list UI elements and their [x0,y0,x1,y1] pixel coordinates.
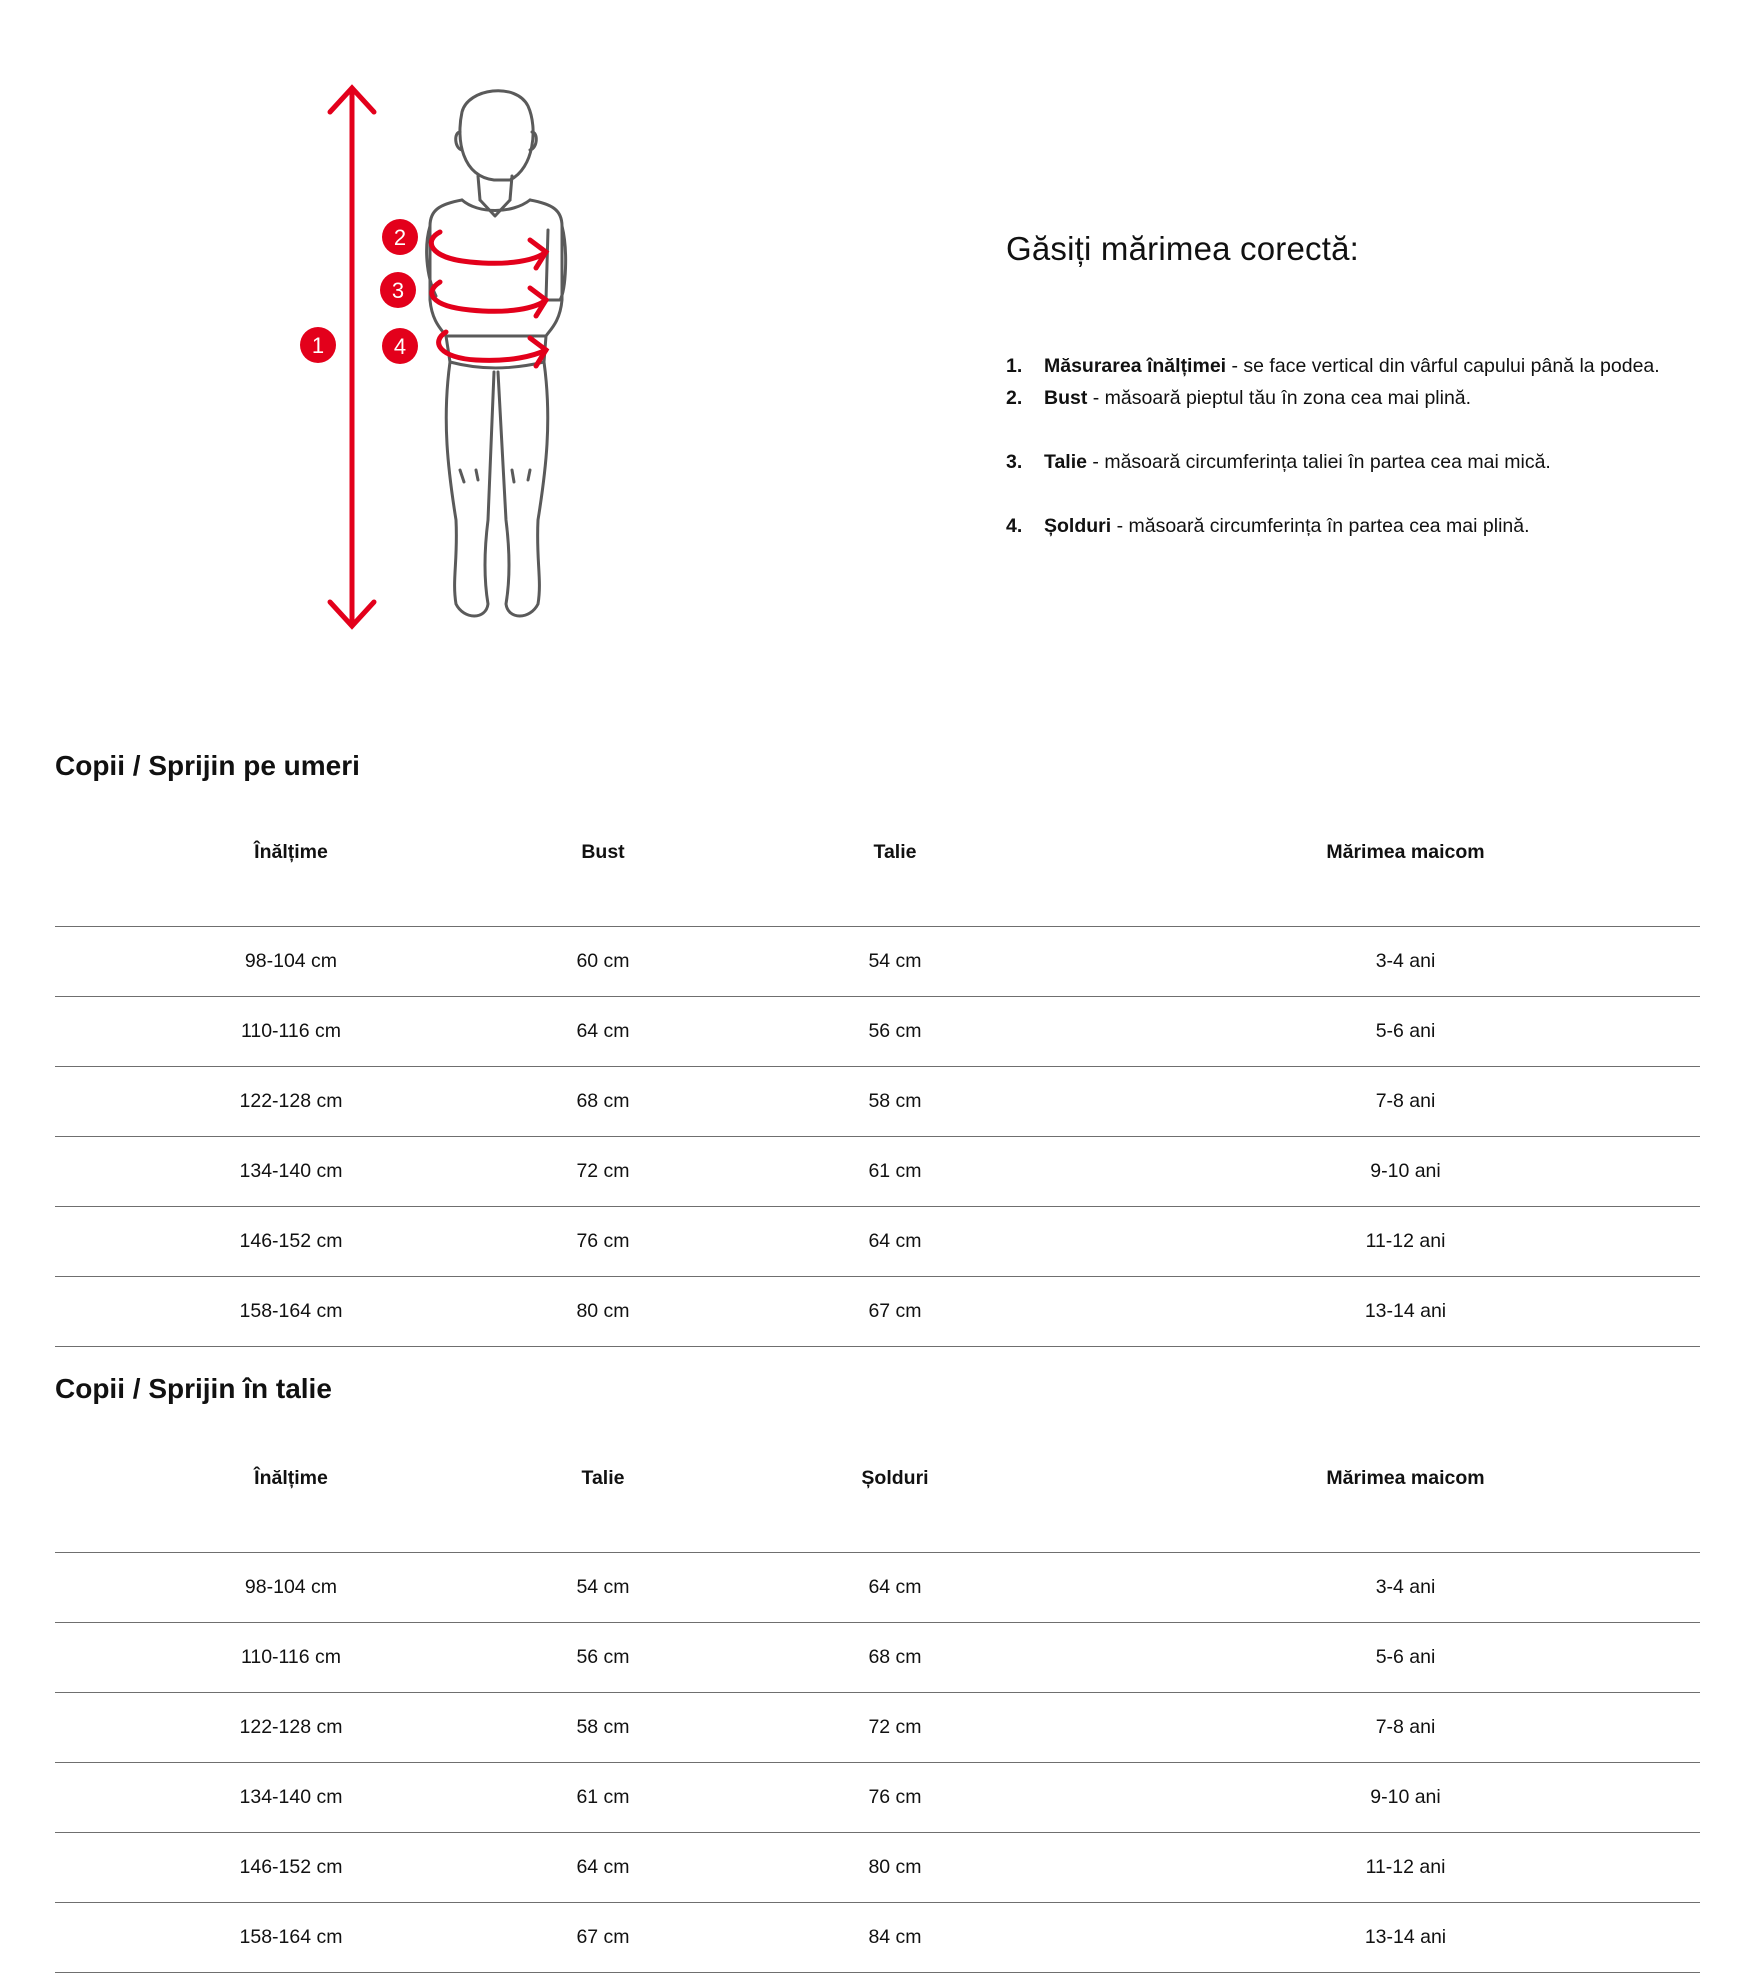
cell-hips: 64 cm [679,1553,1111,1623]
column-header-bust: Bust [527,778,679,927]
cell-size: 11-12 ani [1111,1833,1700,1903]
cell-waist: 67 cm [527,1903,679,1973]
cell-waist: 61 cm [679,1137,1111,1207]
marker-2-label: 2 [393,225,407,250]
cell-size: 5-6 ani [1111,1623,1700,1693]
step-bust [1006,382,1696,414]
cell-waist: 56 cm [679,997,1111,1067]
step-text: - măsoară circumferința taliei în partea cea mai mică. [1087,451,1551,473]
cell-size: 3-4 ani [1111,1553,1700,1623]
table-row [55,997,1700,1067]
step-term: Măsurarea înălțimei [1044,355,1227,377]
table-row [55,1553,1700,1623]
cell-size: 13-14 ani [1111,1277,1700,1347]
cell-waist: 64 cm [527,1833,679,1903]
cell-bust: 80 cm [527,1277,679,1347]
cell-waist: 54 cm [527,1553,679,1623]
cell-waist: 64 cm [679,1207,1111,1277]
step-number: 4. [1006,515,1023,537]
table-row [55,1623,1700,1693]
cell-waist: 58 cm [527,1693,679,1763]
table-row [55,1067,1700,1137]
table-row [55,1693,1700,1763]
cell-waist: 56 cm [527,1623,679,1693]
table-header-row [55,1404,1700,1553]
cell-size: 7-8 ani [1111,1693,1700,1763]
cell-height: 122-128 cm [55,1067,527,1137]
marker-2 [382,219,418,255]
body-figure-graphic [290,80,610,640]
step-number: 2. [1006,387,1023,409]
measurement-steps [1006,350,1696,542]
size-table-shoulder [55,778,1700,1347]
column-header-waist: Talie [527,1404,679,1553]
column-header-height: Înălțime [55,778,527,927]
cell-height: 134-140 cm [55,1763,527,1833]
cell-height: 110-116 cm [55,997,527,1067]
step-term: Bust [1044,387,1088,409]
cell-hips: 80 cm [679,1833,1111,1903]
cell-height: 146-152 cm [55,1833,527,1903]
cell-size: 9-10 ani [1111,1137,1700,1207]
cell-bust: 64 cm [527,997,679,1067]
table-row [55,1833,1700,1903]
step-number: 3. [1006,451,1023,473]
cell-waist: 61 cm [527,1763,679,1833]
cell-waist: 58 cm [679,1067,1111,1137]
cell-size: 5-6 ani [1111,997,1700,1067]
cell-height: 158-164 cm [55,1277,527,1347]
height-arrow [330,88,374,626]
step-waist [1006,446,1696,478]
table-row [55,1277,1700,1347]
cell-waist: 67 cm [679,1277,1111,1347]
table-row [55,927,1700,997]
size-guide [1006,230,1696,542]
cell-hips: 68 cm [679,1623,1111,1693]
marker-1-label: 1 [311,333,325,358]
cell-size: 13-14 ani [1111,1903,1700,1973]
cell-height: 134-140 cm [55,1137,527,1207]
table-row [55,1207,1700,1277]
column-header-size: Mărimea maicom [1111,1404,1700,1553]
cell-hips: 76 cm [679,1763,1111,1833]
cell-bust: 60 cm [527,927,679,997]
cell-height: 98-104 cm [55,1553,527,1623]
cell-size: 9-10 ani [1111,1763,1700,1833]
cell-hips: 84 cm [679,1903,1111,1973]
step-hips [1006,510,1696,542]
table-row [55,1903,1700,1973]
marker-3 [380,272,416,308]
cell-height: 98-104 cm [55,927,527,997]
section-title-waist: Copii / Sprijin în talie [55,1373,332,1404]
step-term: Talie [1044,451,1087,473]
table-row [55,1763,1700,1833]
cell-bust: 76 cm [527,1207,679,1277]
guide-title: Găsiți mărimea corectă: [1006,230,1360,267]
cell-size: 7-8 ani [1111,1067,1700,1137]
size-table-waist [55,1404,1700,1973]
column-header-waist: Talie [679,778,1111,927]
table-header-row [55,778,1700,927]
column-header-size: Mărimea maicom [1111,778,1700,927]
cell-height: 158-164 cm [55,1903,527,1973]
marker-1 [300,327,336,363]
cell-height: 122-128 cm [55,1693,527,1763]
measurement-illustration [290,80,610,640]
column-header-height: Înălțime [55,1404,527,1553]
step-height [1006,350,1696,382]
marker-3-label: 3 [391,278,405,303]
cell-bust: 68 cm [527,1067,679,1137]
column-header-hips: Șolduri [679,1404,1111,1553]
table-row [55,1137,1700,1207]
cell-bust: 72 cm [527,1137,679,1207]
cell-size: 3-4 ani [1111,927,1700,997]
section-title-shoulder: Copii / Sprijin pe umeri [55,750,360,781]
step-term: Șolduri [1044,515,1112,537]
marker-4 [382,328,418,364]
cell-waist: 54 cm [679,927,1111,997]
step-text: - măsoară pieptul tău în zona cea mai plină. [1087,387,1472,409]
cell-hips: 72 cm [679,1693,1111,1763]
step-text: - se face vertical din vârful capului până la podea. [1226,355,1660,377]
step-text: - măsoară circumferința în partea cea mai plină. [1111,515,1530,537]
cell-height: 146-152 cm [55,1207,527,1277]
marker-4-label: 4 [393,334,407,359]
cell-height: 110-116 cm [55,1623,527,1693]
cell-size: 11-12 ani [1111,1207,1700,1277]
step-number: 1. [1006,355,1023,377]
